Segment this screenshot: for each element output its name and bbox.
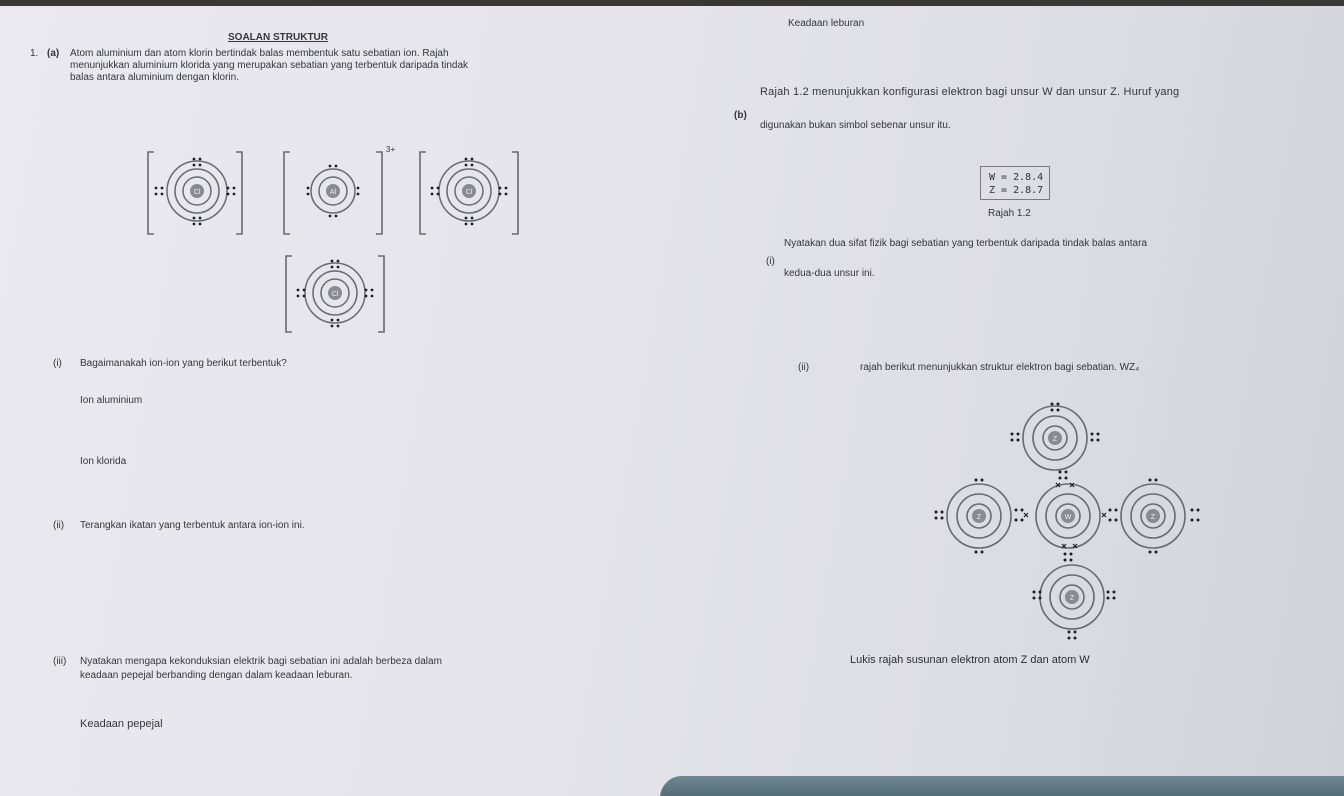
question-iii-label: (iii) (53, 656, 67, 667)
label-w-center: W (1064, 514, 1072, 521)
rajah-label: Rajah 1.2 (988, 208, 1031, 219)
part-b-label: (b) (734, 110, 747, 121)
chloride-ion-2 (431, 158, 508, 226)
question-i-label: (i) (53, 358, 62, 369)
aluminium-chloride-diagram (140, 138, 540, 338)
atom-label-cl-1: Cl (193, 189, 201, 196)
label-z-right: Z (1150, 514, 1156, 521)
part-a-intro-line3: balas antara aluminium dengan klorin. (70, 72, 239, 83)
diagram-caption: Lukis rajah susunan elektron atom Z dan atom W (850, 654, 1090, 666)
corner-note: Keadaan leburan (788, 18, 865, 29)
part-b-i-line2: kedua-dua unsur ini. (784, 268, 875, 279)
part-a-intro-line1: Atom aluminium dan atom klorin bertindak balas membentuk satu sebatian ion. Rajah (70, 48, 449, 59)
ion-aluminium-label: Ion aluminium (80, 395, 143, 406)
question-iii-line2: keadaan pepejal berbanding dengan dalam keadaan leburan. (80, 670, 353, 681)
question-iii-line1: Nyatakan mengapa kekonduksian elektrik bagi sebatian ini adalah berbeza dalam (80, 656, 442, 667)
worksheet-page (0, 6, 1344, 796)
atom-label-cl-2: Cl (465, 189, 473, 196)
question-number: 1. (30, 48, 39, 59)
keadaan-pepejal-label: Keadaan pepejal (80, 718, 163, 730)
label-z-top: Z (1052, 436, 1058, 443)
question-i-text: Bagaimanakah ion-ion yang berikut terbentuk? (80, 358, 287, 369)
page-title: SOALAN STRUKTUR (228, 32, 328, 43)
part-b-line2: digunakan bukan simbol sebenar unsur itu. (760, 120, 951, 131)
label-z-bottom: Z (1069, 595, 1075, 602)
config-z: Z = 2.8.7 (989, 185, 1044, 196)
part-a-label: (a) (47, 48, 60, 59)
question-ii-text: Terangkan ikatan yang terbentuk antara ion-ion ini. (80, 520, 305, 531)
label-z-left: Z (976, 514, 982, 521)
part-b-ii-label: (ii) (798, 362, 810, 373)
part-b-i-label: (i) (766, 256, 775, 267)
background-surface (660, 776, 1344, 796)
atom-label-al: Al (329, 189, 337, 196)
charge-label: 3+ (386, 145, 396, 154)
part-b-i-line1: Nyatakan dua sifat fizik bagi sebatian yang terbentuk daripada tindak balas antara (784, 238, 1148, 249)
electron-config-box (980, 166, 1050, 200)
ion-klorida-label: Ion klorida (80, 456, 127, 467)
question-ii-label: (ii) (53, 520, 65, 531)
part-b-line1: Rajah 1.2 menunjukkan konfigurasi elektron bagi unsur W dan unsur Z. Huruf yang (760, 86, 1180, 98)
chloride-ion-1 (155, 158, 236, 226)
config-w: W = 2.8.4 (989, 172, 1044, 183)
wz4-electron-diagram (920, 392, 1220, 652)
chloride-ion-3 (297, 260, 374, 328)
part-a-intro-line2: menunjukkan aluminium klorida yang merupakan sebatian yang terbentuk daripada tindak (70, 60, 469, 71)
atom-label-cl-3: Cl (331, 291, 339, 298)
part-b-ii-text: rajah berikut menunjukkan struktur elektron bagi sebatian. WZ₄ (860, 362, 1140, 373)
